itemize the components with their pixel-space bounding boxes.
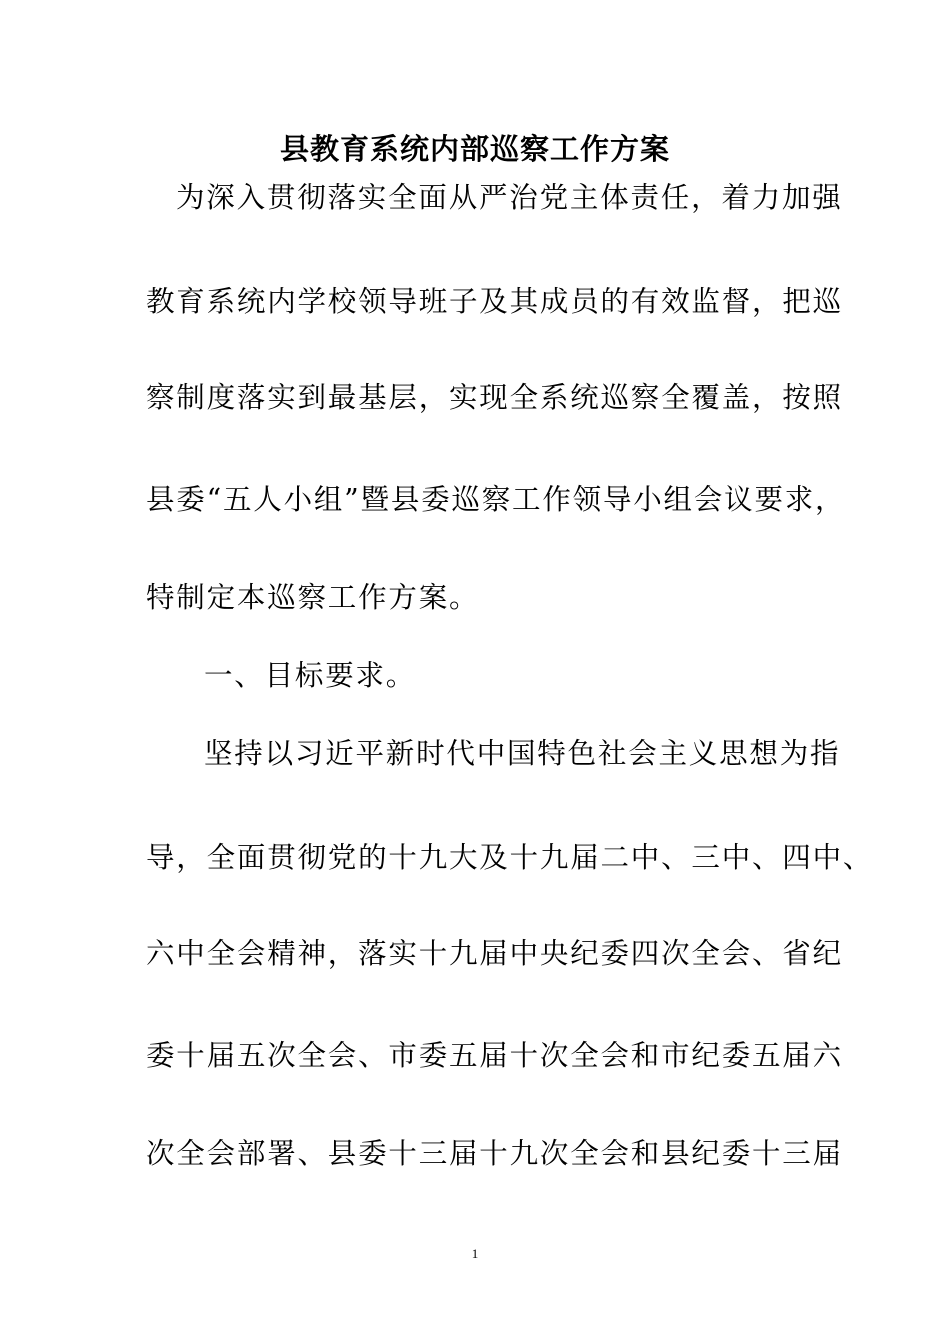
paragraph-line: 察制度落实到最基层，实现全系统巡察全覆盖，按照: [146, 381, 843, 414]
paragraph-line: 县委“五人小组”暨县委巡察工作领导小组会议要求，: [146, 483, 846, 516]
paragraph-line: 导，全面贯彻党的十九大及十九届二中、三中、四中、: [146, 841, 874, 874]
paragraph-line: 特制定本巡察工作方案。: [146, 581, 480, 614]
paragraph-line: 委十届五次全会、市委五届十次全会和市纪委五届六: [146, 1039, 843, 1072]
paragraph-line: 六中全会精神，落实十九届中央纪委四次全会、省纪: [146, 937, 843, 970]
paragraph-line: 次全会部署、县委十三届十九次全会和县纪委十三届: [146, 1137, 843, 1170]
paragraph-line: 教育系统内学校领导班子及其成员的有效监督，把巡: [146, 285, 843, 318]
paragraph-line: 为深入贯彻落实全面从严治党主体责任，着力加强: [176, 181, 843, 214]
paragraph-line: 坚持以习近平新时代中国特色社会主义思想为指: [204, 737, 841, 770]
section-heading: 一、目标要求。: [204, 659, 417, 692]
document-title: 县教育系统内部巡察工作方案: [279, 132, 670, 166]
page-number: 1: [471, 1246, 479, 1261]
